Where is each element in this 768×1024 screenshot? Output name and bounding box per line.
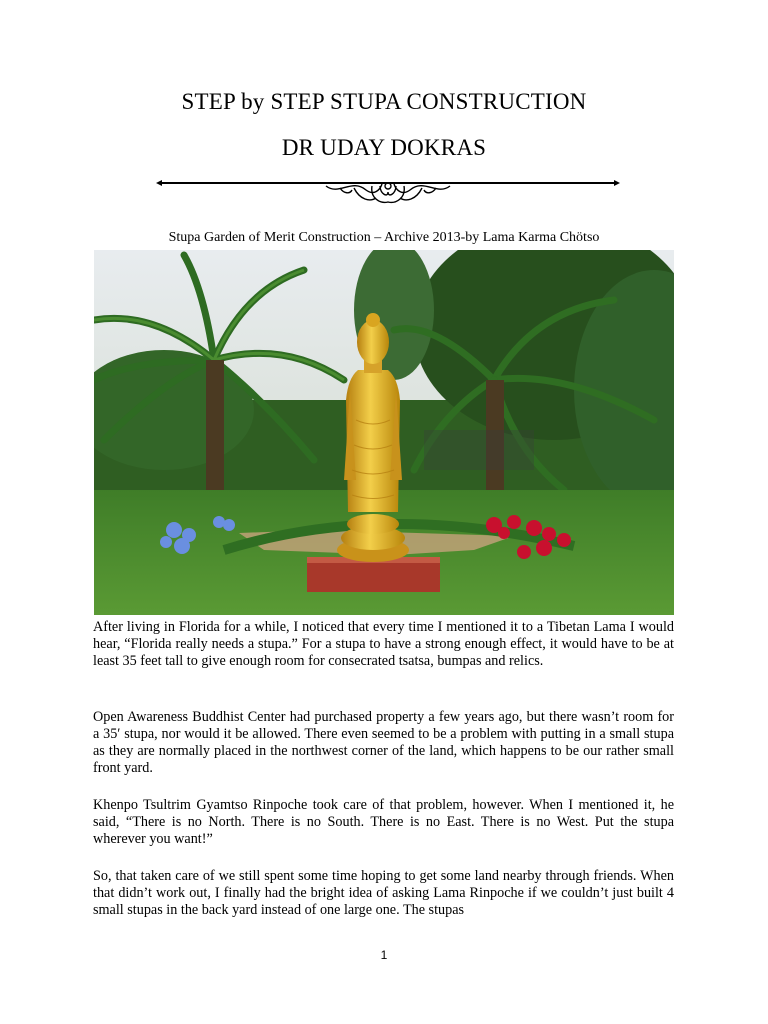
document-author: DR UDAY DOKRAS (281, 135, 487, 160)
figure-caption: Stupa Garden of Merit Construction – Archive 2013-by Lama Karma Chötso (168, 230, 600, 245)
body-paragraph-4: So, that taken care of we still spent some time hoping to get some land nearby through friends. When that didn’t work out, I finally had the bright idea of asking Lama Rinpoche if we couldn’t just built 4 small stupas in the back yard instead of one large one. The stupas (93, 868, 674, 918)
ornamental-divider (154, 172, 622, 208)
document-title: STEP by STEP STUPA CONSTRUCTION (181, 89, 587, 114)
garden-statue-photo (94, 250, 674, 615)
body-paragraph-3: Khenpo Tsultrim Gyamtso Rinpoche took care of that problem, however. When I mentioned it, he said, “There is no North. There is no South. There is no East. There is no West. Put the stupa wherever you want!” (93, 797, 674, 847)
body-paragraph-1: After living in Florida for a while, I noticed that every time I mentioned it to a Tibetan Lama I would hear, “Florida really needs a stupa.” For a stupa to have a strong enough effect, it would have to be at least 35 feet tall to give enough room for consecrated tsatsa, bumpas and relics. (93, 619, 674, 669)
page-number: 1 (380, 948, 388, 962)
body-paragraph-2: Open Awareness Buddhist Center had purchased property a few years ago, but there wasn’t room for a 35′ stupa, nor would it be allowed. There even seemed to be a problem with putting in a small stupa as they are normally placed in the northwest corner of the land, which happens to be our rather small front yard. (93, 709, 674, 776)
